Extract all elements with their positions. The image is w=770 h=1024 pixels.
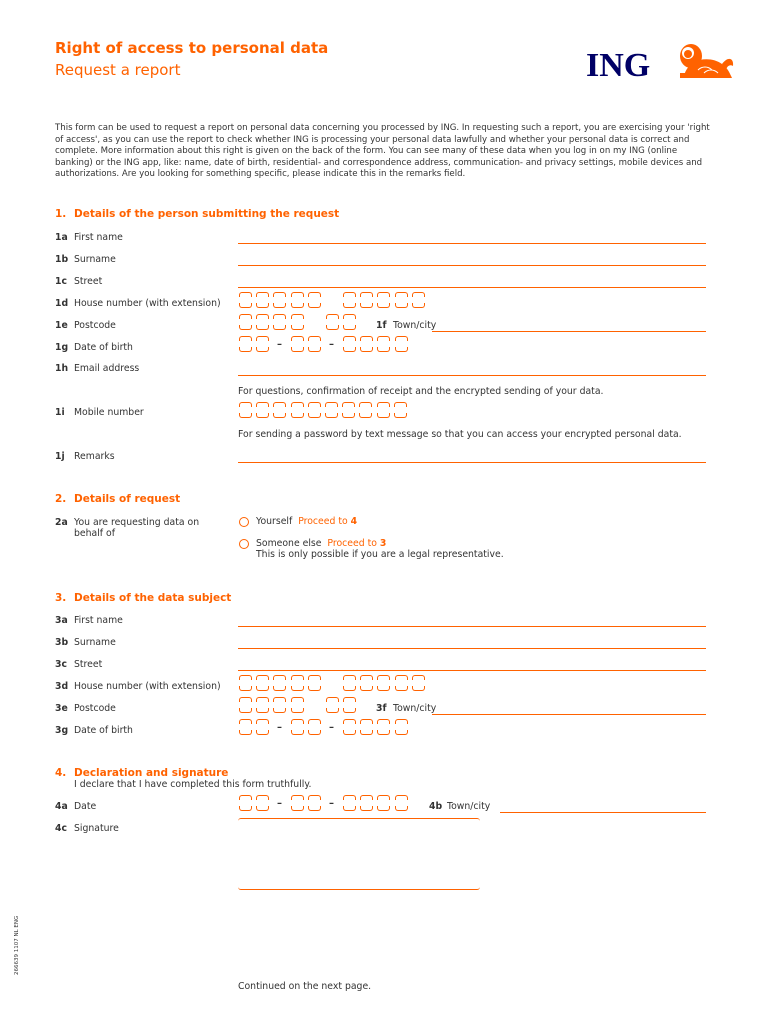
- subject-town-field[interactable]: [432, 714, 706, 715]
- sign-date-month-boxes[interactable]: [290, 795, 324, 811]
- radio-someone-else[interactable]: [239, 539, 249, 549]
- subject-dob-day-boxes[interactable]: [238, 719, 272, 735]
- email-field[interactable]: [238, 375, 706, 376]
- continued-note: Continued on the next page.: [238, 981, 372, 992]
- street-field[interactable]: [238, 287, 706, 288]
- form-subtitle: Request a report: [55, 61, 181, 79]
- section2-heading: [55, 493, 180, 505]
- remarks-field[interactable]: [238, 462, 706, 463]
- label-2a-line2: behalf of: [74, 528, 115, 539]
- town-field[interactable]: [432, 331, 706, 332]
- label-3d: 3d House number (with extension): [55, 681, 221, 692]
- subject-street-field[interactable]: [238, 670, 706, 671]
- section-number: 4.: [55, 767, 67, 779]
- date-separator: –: [329, 798, 334, 809]
- mobile-number-boxes[interactable]: [238, 402, 410, 418]
- subject-dob-year-boxes[interactable]: [342, 719, 411, 735]
- subject-postcode-letter-boxes[interactable]: [325, 697, 359, 713]
- section-title: Details of request: [74, 493, 181, 505]
- date-separator: –: [277, 722, 282, 733]
- section-number: 2.: [55, 493, 67, 505]
- subject-dob-month-boxes[interactable]: [290, 719, 324, 735]
- label-4b: 4b Town/city: [429, 801, 491, 812]
- email-note: For questions, confirmation of receipt and the encrypted sending of your data.: [238, 386, 604, 397]
- signature-box[interactable]: [238, 818, 480, 890]
- date-separator: –: [329, 339, 334, 350]
- label-1a: 1a First name: [55, 232, 123, 243]
- form-code: 266639 1107 NL ENG: [14, 915, 20, 975]
- surname-field[interactable]: [238, 265, 706, 266]
- first-name-field[interactable]: [238, 243, 706, 244]
- subject-postcode-number-boxes[interactable]: [238, 697, 307, 713]
- date-separator: –: [277, 339, 282, 350]
- label-3c: 3c Street: [55, 659, 103, 670]
- subject-first-name-field[interactable]: [238, 626, 706, 627]
- date-separator: –: [277, 798, 282, 809]
- subject-house-extension-boxes[interactable]: [342, 675, 428, 691]
- sign-town-field[interactable]: [500, 812, 706, 813]
- option-someone-else-label: Someone else Proceed to 3: [256, 538, 387, 549]
- label-1f: 1f Town/city: [376, 320, 437, 331]
- section4-heading: [55, 767, 228, 779]
- label-4c: 4c Signature: [55, 823, 119, 834]
- postcode-number-boxes[interactable]: [238, 314, 307, 330]
- label-3e: 3e Postcode: [55, 703, 116, 714]
- declaration-text: I declare that I have completed this form truthfully.: [74, 779, 312, 790]
- dob-month-boxes[interactable]: [290, 336, 324, 352]
- label-1c: 1c Street: [55, 276, 103, 287]
- label-2a: 2a You are requesting data on: [55, 517, 200, 528]
- section3-heading: [55, 592, 231, 604]
- subject-surname-field[interactable]: [238, 648, 706, 649]
- house-number-extension-boxes[interactable]: [342, 292, 428, 308]
- label-3b: 3b Surname: [55, 637, 116, 648]
- section-number: 1.: [55, 208, 67, 220]
- form-title: Right of access to personal data: [55, 39, 329, 57]
- radio-yourself[interactable]: [239, 517, 249, 527]
- house-number-boxes[interactable]: [238, 292, 324, 308]
- dob-year-boxes[interactable]: [342, 336, 411, 352]
- label-1e: 1e Postcode: [55, 320, 116, 331]
- ing-logo: [584, 40, 736, 86]
- label-1h: 1h Email address: [55, 363, 140, 374]
- sign-date-year-boxes[interactable]: [342, 795, 411, 811]
- label-3a: 3a First name: [55, 615, 123, 626]
- section1-heading: [55, 208, 339, 220]
- label-1i: 1i Mobile number: [55, 407, 144, 418]
- label-1g: 1g Date of birth: [55, 342, 133, 353]
- label-1b: 1b Surname: [55, 254, 116, 265]
- sign-date-day-boxes[interactable]: [238, 795, 272, 811]
- section-title: Details of the person submitting the request: [74, 208, 340, 220]
- postcode-letter-boxes[interactable]: [325, 314, 359, 330]
- label-4a: 4a Date: [55, 801, 97, 812]
- section-title: Details of the data subject: [74, 592, 232, 604]
- ing-lion-logo-icon: [584, 40, 736, 82]
- intro-text: This form can be used to request a report on personal data concerning you processed by ING. In requesting such a report, you are exercising your 'right of access', as you can use the report to check whether ING is processing your personal data lawfully and whether your personal data is correct and complete. More information about this right is given on the back of the form. You can see many of these data when you log in on my ING (online banking) or the ING app, like: name, date of birth, residential- and correspondence address, communication- and privacy settings, mobile devices and authorizations. Are you looking for something specific, please indicate this in the remarks field.: [55, 123, 710, 179]
- option-yourself-label: Yourself Proceed to 4: [256, 516, 358, 527]
- section-number: 3.: [55, 592, 67, 604]
- logo-text: ING: [586, 47, 651, 82]
- legal-rep-note: This is only possible if you are a legal representative.: [256, 549, 504, 560]
- label-3f: 3f Town/city: [376, 703, 437, 714]
- subject-house-number-boxes[interactable]: [238, 675, 324, 691]
- mobile-note: For sending a password by text message so that you can access your encrypted personal data.: [238, 429, 682, 440]
- section-title: Declaration and signature: [74, 767, 229, 779]
- label-1j: 1j Remarks: [55, 451, 115, 462]
- label-3g: 3g Date of birth: [55, 725, 133, 736]
- date-separator: –: [329, 722, 334, 733]
- dob-day-boxes[interactable]: [238, 336, 272, 352]
- label-1d: 1d House number (with extension): [55, 298, 221, 309]
